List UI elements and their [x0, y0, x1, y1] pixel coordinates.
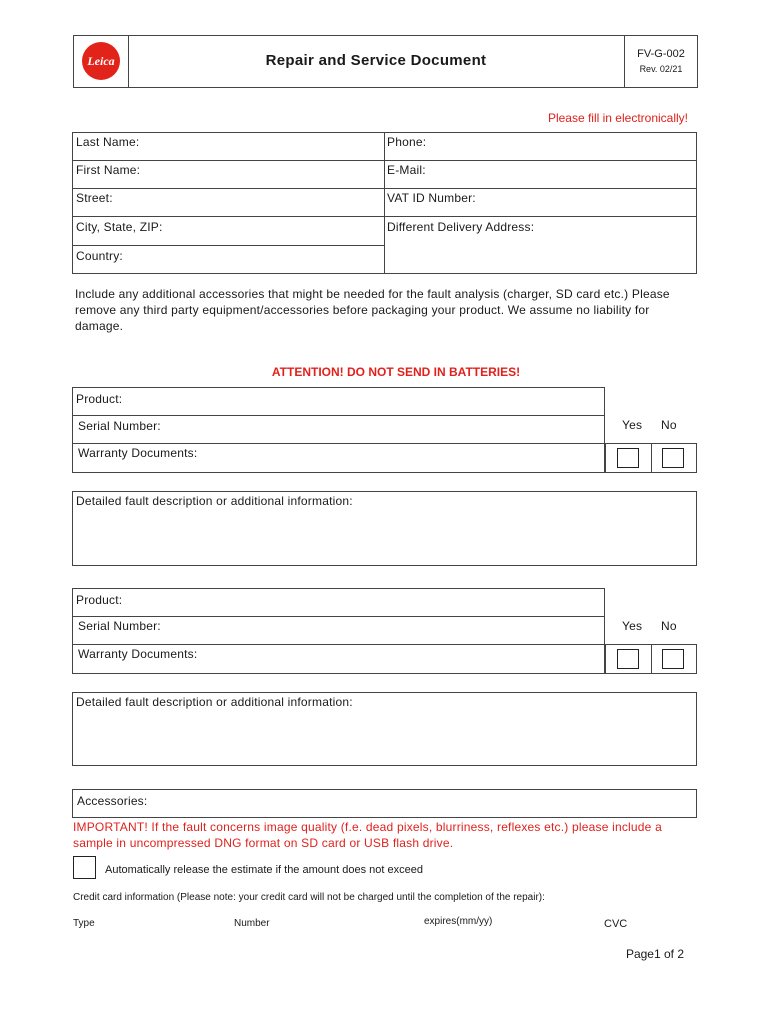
serial-number-field[interactable]: Serial Number:: [78, 419, 161, 433]
vat-field[interactable]: VAT ID Number:: [387, 191, 476, 205]
first-name-field[interactable]: First Name:: [76, 163, 141, 177]
logo-text: Leica: [87, 53, 115, 68]
fault-description-label: Detailed fault description or additional information:: [76, 494, 353, 508]
product-field[interactable]: Product:: [76, 392, 123, 406]
leica-logo: [82, 42, 120, 80]
product-row-line: [72, 644, 605, 645]
warranty-divider: [651, 644, 652, 674]
warranty-divider: [651, 443, 652, 473]
warranty-documents-label: Warranty Documents:: [78, 647, 198, 661]
warranty-no-checkbox[interactable]: [662, 649, 684, 669]
no-label: No: [661, 418, 677, 432]
card-cvc-label[interactable]: CVC: [604, 918, 628, 930]
fault-description-label: Detailed fault description or additional information:: [76, 695, 353, 709]
form-code: FV-G-002: [637, 48, 685, 60]
document-title: Repair and Service Document: [265, 52, 487, 69]
revision: Rev. 02/21: [639, 64, 683, 74]
serial-number-field[interactable]: Serial Number:: [78, 619, 161, 633]
battery-attention: ATTENTION! DO NOT SEND IN BATTERIES!: [271, 365, 521, 379]
email-field[interactable]: E-Mail:: [387, 163, 426, 177]
card-expires-label[interactable]: expires(mm/yy): [424, 916, 493, 927]
street-field[interactable]: Street:: [76, 191, 113, 205]
last-name-field[interactable]: Last Name:: [76, 135, 140, 149]
warranty-yes-checkbox[interactable]: [617, 649, 639, 669]
product-row-line: [72, 415, 605, 416]
credit-card-info: Credit card information (Please note: your credit card will not be charged until the completion of the repair):: [73, 892, 545, 903]
fill-electronically-notice: Please fill in electronically!: [547, 111, 688, 125]
customer-row-line: [72, 160, 697, 161]
customer-col-divider: [384, 132, 385, 274]
no-label: No: [661, 619, 677, 633]
accessories-note: Include any additional accessories that might be needed for the fault analysis (charger, SD card etc.) Please remove any third party equipment/accessories before packaging your product. We assume no liability for damage.: [75, 287, 670, 333]
auto-release-checkbox[interactable]: [73, 856, 96, 879]
header-divider-right: [624, 35, 625, 88]
yes-label: Yes: [622, 418, 643, 432]
yes-label: Yes: [622, 619, 643, 633]
delivery-address-field[interactable]: Different Delivery Address:: [387, 220, 535, 234]
product-row-line: [72, 443, 605, 444]
country-field[interactable]: Country:: [76, 249, 123, 263]
warranty-documents-label: Warranty Documents:: [78, 446, 198, 460]
page-number: Page1 of 2: [625, 947, 684, 961]
card-number-label[interactable]: Number: [234, 918, 270, 929]
customer-row-line: [72, 245, 384, 246]
customer-row-line: [72, 216, 697, 217]
warranty-no-checkbox[interactable]: [662, 448, 684, 468]
accessories-field[interactable]: [72, 789, 697, 818]
product-field[interactable]: Product:: [76, 593, 123, 607]
customer-row-line: [72, 188, 697, 189]
warranty-yes-checkbox[interactable]: [617, 448, 639, 468]
product-row-line: [72, 616, 605, 617]
auto-release-label: Automatically release the estimate if the amount does not exceed: [105, 864, 423, 876]
card-type-label[interactable]: Type: [73, 918, 95, 929]
city-field[interactable]: City, State, ZIP:: [76, 220, 163, 234]
accessories-label: Accessories:: [77, 794, 148, 808]
image-quality-important: IMPORTANT! If the fault concerns image quality (f.e. dead pixels, blurriness, reflexes etc.) please include a sample in uncompressed DNG format on SD card or USB flash drive.: [73, 820, 662, 850]
phone-field[interactable]: Phone:: [387, 135, 427, 149]
